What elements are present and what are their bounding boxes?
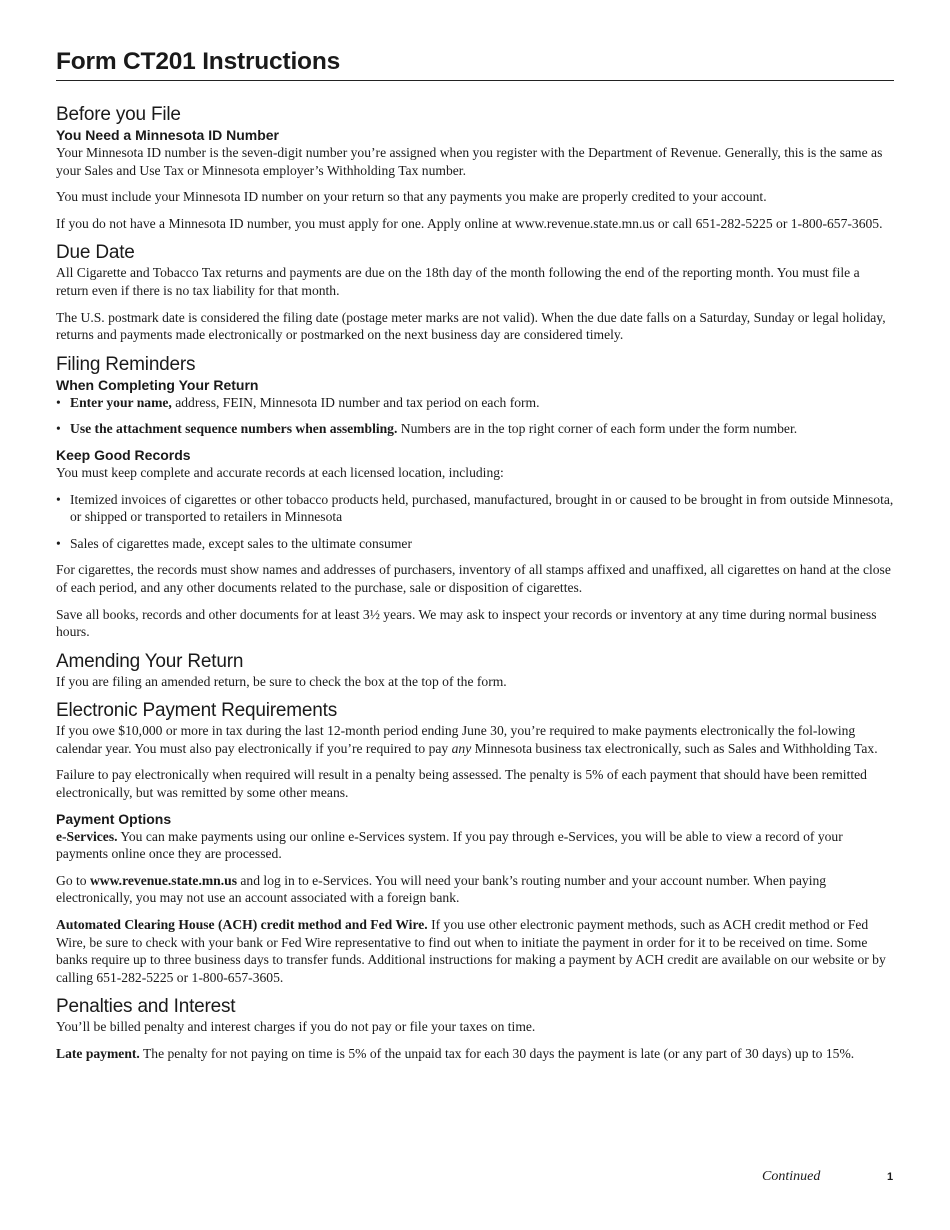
text: If you owe $10,000 or more in tax during the last 12-month period ending June 30, you’re required to make payments electronically the fol-lowing calendar year. You must also pay electronically if you’re required to pay [56,723,856,756]
section-before-you-file [56,103,894,232]
paragraph: For cigarettes, the records must show names and addresses of purchasers, inventory of all stamps affixed and unaffixed, all cigarettes on hand at the close of each period, and any other documents related to the purchase, sale or disposition of cigarettes. [56,562,891,595]
continued-label: Continued [762,1169,821,1184]
list-item: • Itemized invoices of cigarettes or other tobacco products held, purchased, manufactured, brought in or caused to be brought in from outside Minnesota, or shipped or transported to retailers in Minnesota [56,491,894,526]
subheading-keep-records: Keep Good Records [56,446,191,463]
text: Minnesota business tax electronically, such as Sales and Withholding Tax. [471,740,878,756]
subheading-payment-options: Payment Options [56,810,172,827]
heading-filing-reminders: Filing Reminders [56,353,196,375]
paragraph: Your Minnesota ID number is the seven-digit number you’re assigned when you register with the Department of Revenue. Generally, this is the same as your Sales and Use Tax or Minnesota employer’s Withholding Tax number. [56,145,883,178]
heading-electronic-payment: Electronic Payment Requirements [56,700,338,722]
item-text: Numbers are in the top right corner of each form under the form number. [397,421,798,437]
subheading-minnesota-id: You Need a Minnesota ID Number [56,127,279,143]
paragraph: Failure to pay electronically when required will result in a penalty being assessed. The penalty is 5% of each payment that should have been remitted electronically, but was remitted by some other means. [56,767,867,801]
paragraph [56,872,894,907]
paragraph: You must keep complete and accurate records at each licensed location, including: [56,464,504,480]
document-page [56,48,894,1063]
list-item: • Sales of cigarettes made, except sales to the ultimate consumer [56,535,894,553]
section-amending [56,650,894,691]
page-number: 1 [887,1171,894,1183]
bold-text: Enter your name, [70,394,172,410]
paragraph: You must include your Minnesota ID number on your return so that any payments you make are properly credited to your account. [56,189,767,205]
bullet-list [56,394,894,438]
paragraph: If you are filing an amended return, be sure to check the box at the top of the form. [56,673,507,689]
emphasis-text: any [451,740,472,756]
bullet-list [56,491,894,553]
section-penalties [56,995,894,1062]
bold-text: Late payment. [56,1046,140,1061]
text: You can make payments using our online e-Services system. If you pay through e-Services, you will be able to view a record of your payments online once they are processed. [56,828,843,862]
paragraph: If you do not have a Minnesota ID number, you must apply for one. Apply online at www.revenue.state.mn.us or call 651-282-5225 or 1-800-657-3605. [56,215,883,231]
heading-before-you-file: Before you File [56,104,181,125]
bold-text: e-Services. [56,828,118,844]
paragraph [56,916,894,986]
bold-text: Automated Clearing House (ACH) credit method and Fed Wire. [56,917,428,933]
item-text: address, FEIN, Minnesota ID number and tax period on each form. [171,394,540,410]
bold-text: Use the attachment sequence numbers when assembling. [70,421,398,437]
section-filing-reminders [56,353,894,641]
subheading-completing-return: When Completing Your Return [56,376,259,393]
paragraph: All Cigarette and Tobacco Tax returns and payments are due on the 18th day of the month following the end of the reporting month. You must file a return even if there is no tax liability for that month. [56,265,860,298]
list-item [56,394,894,412]
text: Go to [56,872,90,888]
paragraph: Save all books, records and other documents for at least 3½ years. We may ask to inspect your records or inventory at any time during normal business hours. [56,606,877,640]
page-title: Form CT201 Instructions [56,48,894,81]
heading-penalties: Penalties and Interest [56,996,236,1018]
list-item [56,420,894,438]
paragraph [56,828,894,863]
text: The penalty for not paying on time is 5% of the unpaid tax for each 30 days the payment is late (or any part of 30 days) up to 15%. [139,1046,855,1061]
heading-due-date: Due Date [56,242,135,264]
paragraph: You’ll be billed penalty and interest charges if you do not pay or file your taxes on time. [56,1019,536,1035]
paragraph [56,722,894,757]
text: and log in to e-Services. You will need your bank’s routing number and your account number. When paying electronically, you may not use an account associated with a foreign bank. [56,872,827,906]
section-due-date [56,241,894,343]
text: If you use other electronic payment methods, such as ACH credit method or Fed Wire, be sure to check with your bank or Fed Wire representative to find out when to initiate the payment in order for it to be received on time. Some banks require up to three business days to transfer funds. Additional instructions for making a payment by ACH credit are available on our website or by calling 651-282-5225 or 1-800-657-3605. [56,917,886,985]
website-link[interactable]: www.revenue.state.mn.us [89,872,237,888]
section-electronic-payment [56,699,894,986]
heading-amending: Amending Your Return [56,650,244,672]
paragraph [56,1045,894,1063]
paragraph: The U.S. postmark date is considered the filing date (postage meter marks are not valid). When the due date falls on a Saturday, Sunday or legal holiday, returns and payments made electronically or postmarked on the next business day are considered timely. [56,309,886,343]
